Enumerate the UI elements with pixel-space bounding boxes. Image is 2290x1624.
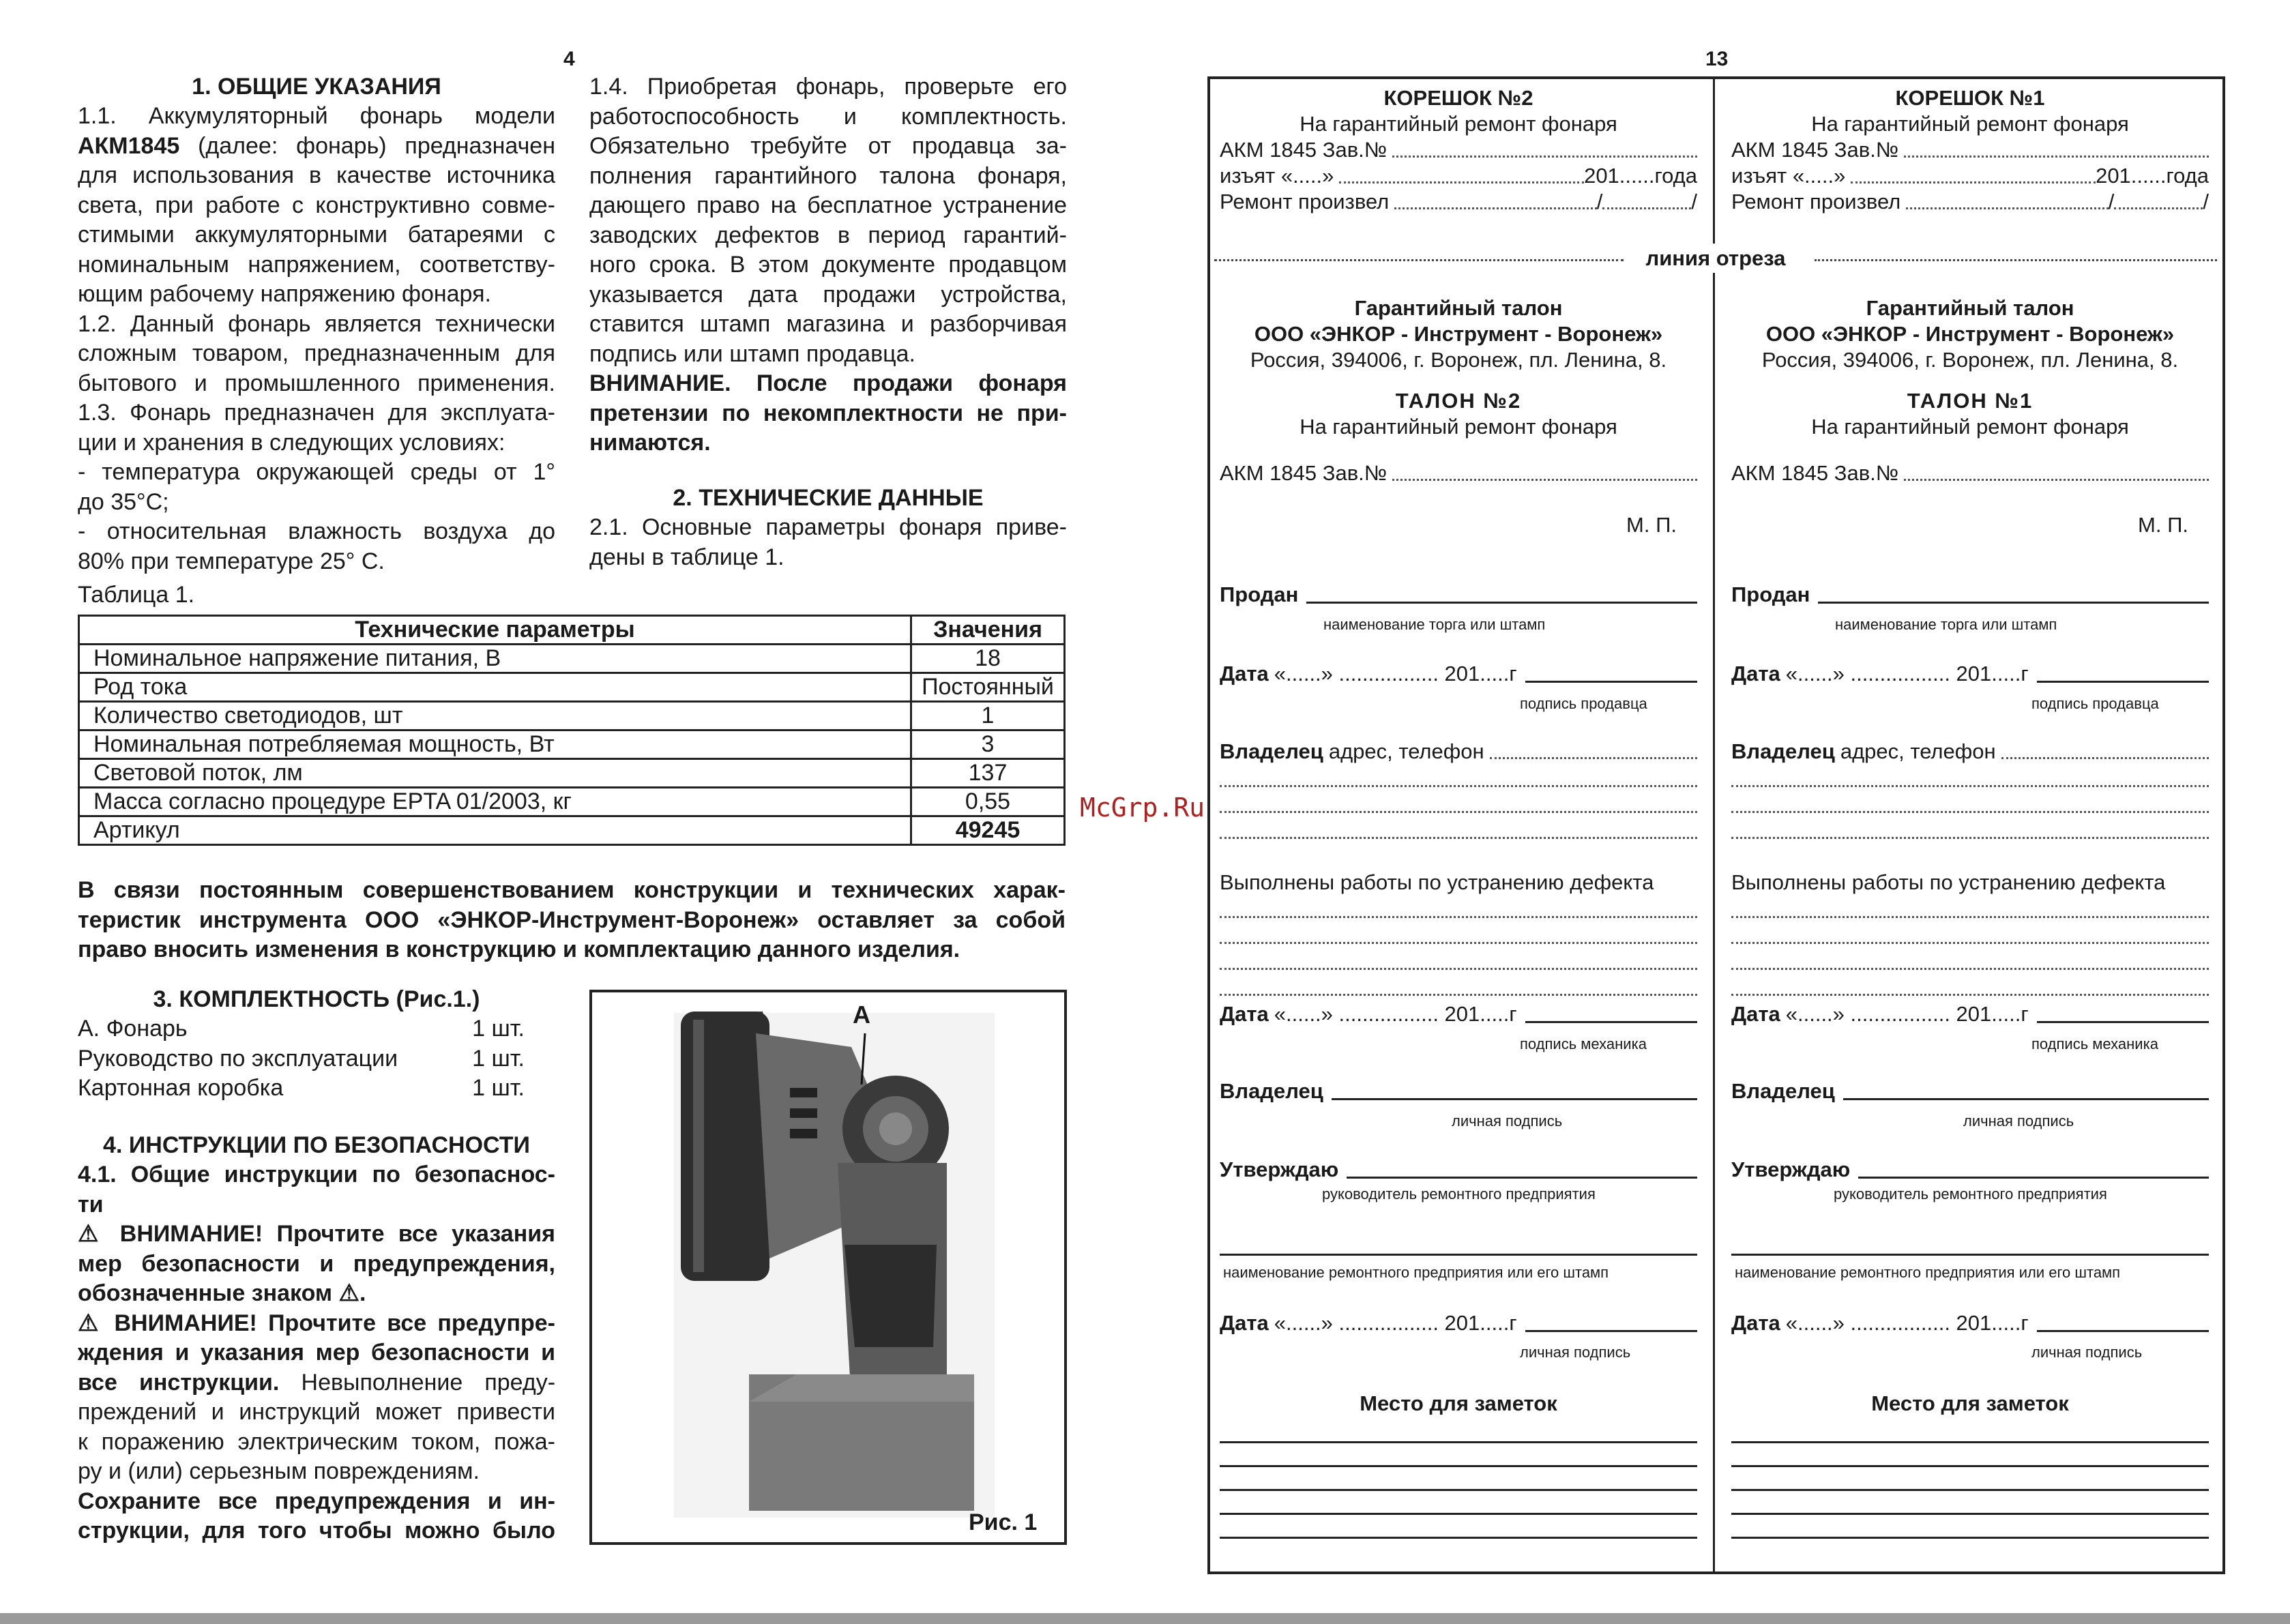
notes-line xyxy=(1731,1537,2209,1539)
coupon-2 xyxy=(1220,295,1697,1564)
warning-line: нимаются. xyxy=(589,430,711,456)
notes-title: Место для заметок xyxy=(1871,1391,2069,1415)
text-line: ного срока. В этом документе продавцом xyxy=(589,252,1067,278)
talon-title: ТАЛОН №2 xyxy=(1395,389,1522,413)
table-cell: Световой поток, лм xyxy=(79,759,911,788)
text-line: указывается дата продажи устройства, xyxy=(589,281,1067,308)
text-line: дены в таблице 1. xyxy=(589,544,784,570)
flashlight-image xyxy=(592,992,1064,1542)
text-line: АКМ1845 (далее: фонарь) предназначен xyxy=(78,132,555,159)
dotted-line xyxy=(1220,785,1697,787)
text-line: ⚠ ВНИМАНИЕ! Прочтите все указания xyxy=(78,1221,555,1247)
dotted-line xyxy=(1220,968,1697,970)
dotted-line xyxy=(1731,994,2209,996)
coupon-1 xyxy=(1731,295,2209,1564)
text-line: 4.1. Общие инструкции по безопаснос- xyxy=(78,1162,555,1187)
sold-line: Продан xyxy=(1220,582,1697,608)
kit-item: Руководство по эксплуатации 1 шт. xyxy=(78,1045,525,1072)
notes-line xyxy=(1220,1441,1697,1443)
section4-title: 4. ИНСТРУКЦИИ ПО БЕЗОПАСНОСТИ xyxy=(103,1132,530,1158)
repair-date-line: Дата «......» ................. 201.....г xyxy=(1731,1001,2209,1027)
dotted-line xyxy=(1220,916,1697,918)
dotted-line xyxy=(1220,811,1697,813)
kit-list xyxy=(78,1014,542,1104)
text-line: до 35°С; xyxy=(78,488,169,515)
table-header-row xyxy=(79,616,1065,645)
notes-line xyxy=(1731,1513,2209,1515)
owner-sign-line: Владелец xyxy=(1220,1078,1697,1104)
stub-title: КОРЕШОК №1 xyxy=(1895,86,2045,110)
notes-line xyxy=(1220,1465,1697,1467)
stub-1 xyxy=(1731,85,2209,215)
text-line: обозначенные знаком ⚠. xyxy=(78,1280,366,1306)
sold-hint: наименование торга или штамп xyxy=(1323,616,1546,633)
text-line: - температура окружающей среды от 1° xyxy=(78,459,555,485)
figure-flashlight xyxy=(589,990,1067,1545)
owner-address-line: Владелец адрес, телефон xyxy=(1220,739,1697,765)
head-hint: руководитель ремонтного предприятия xyxy=(1322,1185,1596,1202)
mechanic-sign-hint: подпись механика xyxy=(2031,1035,2158,1052)
works-label: Выполнены работы по устранению дефекта xyxy=(1731,870,2166,894)
text-line: 1.4. Приобретая фонарь, проверьте его xyxy=(589,74,1067,100)
dotted-line xyxy=(1731,942,2209,944)
text-line: мер безопасности и предупреждения, xyxy=(78,1250,555,1277)
talon-subtitle: На гарантийный ремонт фонаря xyxy=(1300,415,1617,439)
final-date-line: Дата «......» ................. 201.....г xyxy=(1220,1310,1697,1336)
text-line: заводских дефектов в период гарантий- xyxy=(589,222,1067,248)
sale-date-line: Дата «......» ................. 201.....г xyxy=(1731,661,2209,687)
table-row xyxy=(79,645,1065,673)
table-cell: Постоянный xyxy=(911,673,1065,702)
stub-title: КОРЕШОК №2 xyxy=(1383,86,1533,110)
seller-sign-hint: подпись продавца xyxy=(1520,695,1647,712)
mechanic-sign-hint: подпись механика xyxy=(1520,1035,1647,1052)
table-cell: Номинальное напряжение питания, В xyxy=(79,645,911,673)
table-row xyxy=(79,759,1065,788)
text-line: к поражению электрическим током, пожа- xyxy=(78,1428,555,1455)
notice-line: В связи постоянным совершенствованием конструкции и технических харак- xyxy=(78,877,1066,903)
page-number-left: 4 xyxy=(563,48,575,70)
warning-triangle-icon: ⚠ xyxy=(78,1310,104,1336)
table-cell: 3 xyxy=(911,730,1065,759)
section1-title: 1. ОБЩИЕ УКАЗАНИЯ xyxy=(192,74,441,100)
section1-body xyxy=(78,102,555,576)
notes-line xyxy=(1731,1489,2209,1491)
notes-line xyxy=(1731,1441,2209,1443)
dotted-line xyxy=(1731,785,2209,787)
dotted-line xyxy=(1731,837,2209,839)
warning-triangle-icon: ⚠ xyxy=(338,1280,360,1306)
notes-line xyxy=(1220,1513,1697,1515)
talon-subtitle: На гарантийный ремонт фонаря xyxy=(1811,415,2129,439)
table-cell: 0,55 xyxy=(911,788,1065,816)
table-cell: 49245 xyxy=(911,816,1065,845)
approve-line: Утверждаю xyxy=(1220,1157,1697,1183)
spec-table xyxy=(78,615,1066,846)
notice-line: право вносить изменения в конструкцию и комплектацию данного изделия. xyxy=(78,936,960,962)
text-line: дающего право на бесплатное устранение xyxy=(589,192,1067,218)
table-row xyxy=(79,816,1065,845)
section4-body xyxy=(78,1160,555,1546)
text-line: преждений и инструкций может привести xyxy=(78,1399,555,1425)
table-cell: Масса согласно процедуре EPTA 01/2003, кг xyxy=(79,788,911,816)
section2-title: 2. ТЕХНИЧЕСКИЕ ДАННЫЕ xyxy=(673,485,984,511)
company-address: Россия, 394006, г. Воронеж, пл. Ленина, 8. xyxy=(1250,348,1667,372)
sold-line: Продан xyxy=(1731,582,2209,608)
text-line: струкции, для того чтобы можно было xyxy=(78,1518,555,1544)
warning-line: претензии по некомплектности не при- xyxy=(589,400,1067,426)
cut-line-label: линия отреза xyxy=(1645,246,1786,270)
company-name: ООО «ЭНКОР - Инструмент - Воронеж» xyxy=(1765,322,2175,346)
stub-subtitle: На гарантийный ремонт фонаря xyxy=(1811,112,2129,136)
dotted-line xyxy=(1220,942,1697,944)
dotted-line xyxy=(1220,837,1697,839)
table-row xyxy=(79,673,1065,702)
text-line: ции и хранения в следующих условиях: xyxy=(78,429,505,456)
stub-taken-line: изъят «.....» 201......года xyxy=(1731,164,2209,188)
owner-address-line: Владелец адрес, телефон xyxy=(1731,739,2209,765)
notes-line xyxy=(1220,1537,1697,1539)
divider-bottom xyxy=(1713,273,1715,1574)
stub-taken-line: изъят «.....» 201......года xyxy=(1220,164,1697,188)
text-line: для использования в качестве источника xyxy=(78,162,555,188)
table-cell: Номинальная потребляемая мощность, Вт xyxy=(79,730,911,759)
repair-date-line: Дата «......» ................. 201.....г xyxy=(1220,1001,1697,1027)
personal-sign-hint: личная подпись xyxy=(1963,1112,2074,1130)
text-line: - относительная влажность воздуха до xyxy=(78,518,555,544)
dotted-line xyxy=(1731,968,2209,970)
owner-sign-line: Владелец xyxy=(1731,1078,2209,1104)
table-row xyxy=(79,730,1065,759)
stub-model-line: АКМ 1845 Зав.№ xyxy=(1731,137,2209,163)
table-cell: 18 xyxy=(911,645,1065,673)
text-line: ющим рабочему напряжению фонаря. xyxy=(78,281,491,307)
seller-sign-hint: подпись продавца xyxy=(2031,695,2159,712)
sold-hint: наименование торга или штамп xyxy=(1835,616,2057,633)
text-line: 1.3. Фонарь предназначен для эксплуата- xyxy=(78,400,555,426)
sale-date-line: Дата «......» ................. 201.....г xyxy=(1220,661,1697,687)
stub-repair-line: Ремонт произвел / / xyxy=(1731,190,2209,213)
notes-title: Место для заметок xyxy=(1360,1391,1557,1415)
model-name: АКМ1845 xyxy=(78,132,180,159)
table-caption: Таблица 1. xyxy=(78,582,195,608)
text-line: ⚠ ВНИМАНИЕ! Прочтите все предупре- xyxy=(78,1310,556,1336)
approve-line: Утверждаю xyxy=(1731,1157,2209,1183)
company-address: Россия, 394006, г. Воронеж, пл. Ленина, 8. xyxy=(1761,348,2179,372)
table-cell: Род тока xyxy=(79,673,911,702)
final-date-line: Дата «......» ................. 201.....г xyxy=(1731,1310,2209,1336)
table-cell: 1 xyxy=(911,702,1065,730)
dotted-line xyxy=(1731,916,2209,918)
notice-block xyxy=(78,876,1066,965)
enterprise-line xyxy=(1220,1254,1697,1256)
talon-title: ТАЛОН №1 xyxy=(1907,389,2034,413)
company-name: ООО «ЭНКОР - Инструмент - Воронеж» xyxy=(1254,322,1663,346)
table-cell: Количество светодиодов, шт xyxy=(79,702,911,730)
dotted-line xyxy=(1220,994,1697,996)
text-line: 1.2. Данный фонарь является технически xyxy=(78,310,555,337)
text-line: Обязательно требуйте от продавца за- xyxy=(589,133,1067,159)
page-number-right: 13 xyxy=(1705,48,1729,70)
enterprise-hint: наименование ремонтного предприятия или его штамп xyxy=(1223,1264,1609,1281)
text-line: ставится штамп магазина и разборчивая xyxy=(589,311,1067,337)
text-line: подпись или штамп продавца. xyxy=(589,340,915,367)
text-line: 80% при температуре 25° С. xyxy=(78,548,385,574)
text-line: стимыми аккумуляторными батареями с xyxy=(78,222,555,248)
cut-dots-left xyxy=(1214,259,1624,261)
text-line: 2.1. Основные параметры фонаря приве- xyxy=(589,514,1067,540)
text-line: ти xyxy=(78,1191,104,1217)
text-line: работоспособность и комплектность. xyxy=(589,103,1067,130)
section1-col2 xyxy=(589,72,1067,458)
guarantee-title: Гарантийный талон xyxy=(1866,296,2074,320)
notice-line: теристик инструмента ООО «ЭНКОР-Инструмент-Воронеж» оставляет за собой xyxy=(78,906,1066,933)
stub-repair-line: Ремонт произвел / / xyxy=(1220,190,1697,213)
text-line: все инструкции. Невыполнение преду- xyxy=(78,1369,556,1396)
table-header: Технические параметры xyxy=(79,616,911,645)
warning-triangle-icon: ⚠ xyxy=(78,1221,106,1247)
watermark: McGrp.Ru xyxy=(1080,793,1205,823)
text-line: Сохраните все предупреждения и ин- xyxy=(78,1488,555,1514)
stub-subtitle: На гарантийный ремонт фонаря xyxy=(1300,112,1617,136)
personal-sign-hint-2: личная подпись xyxy=(2031,1344,2143,1361)
bottom-scan-edge xyxy=(0,1613,2290,1624)
table-row xyxy=(79,788,1065,816)
works-label: Выполнены работы по устранению дефекта xyxy=(1220,870,1654,894)
head-hint: руководитель ремонтного предприятия xyxy=(1834,1185,2107,1202)
kit-item: Картонная коробка 1 шт. xyxy=(78,1075,525,1101)
notes-line xyxy=(1731,1465,2209,1467)
text-line: света, при работе с конструктивно совме- xyxy=(78,192,555,218)
text-line: сложным товаром, предназначенным для xyxy=(78,340,555,366)
stub-model-line: АКМ 1845 Зав.№ xyxy=(1220,137,1697,163)
table-header: Значения xyxy=(911,616,1065,645)
dotted-line xyxy=(1731,811,2209,813)
divider-top xyxy=(1713,76,1715,243)
text-line: 1.1. Аккумуляторный фонарь модели xyxy=(78,103,555,129)
text-line: ждения и указания мер безопасности и xyxy=(78,1340,555,1365)
figure-label-a: A xyxy=(853,1001,870,1029)
table-cell: 137 xyxy=(911,759,1065,788)
talon-model-line: АКМ 1845 Зав.№ xyxy=(1220,460,1697,486)
enterprise-hint: наименование ремонтного предприятия или его штамп xyxy=(1735,1264,2121,1281)
stamp-place: М. П. xyxy=(2138,513,2188,537)
kit-item: А. Фонарь 1 шт. xyxy=(78,1016,525,1042)
table-cell: Артикул xyxy=(79,816,911,845)
section2-body xyxy=(589,513,1067,572)
personal-sign-hint: личная подпись xyxy=(1452,1112,1563,1130)
text-line: ру и (или) серьезным повреждениям. xyxy=(78,1458,480,1484)
talon-model-line: АКМ 1845 Зав.№ xyxy=(1731,460,2209,486)
enterprise-line xyxy=(1731,1254,2209,1256)
text-line: бытового и промышленного применения. xyxy=(78,370,555,396)
stub-2 xyxy=(1220,85,1697,215)
cut-dots-right xyxy=(1815,259,2217,261)
text-line: полнения гарантийного талона фонаря, xyxy=(589,162,1067,189)
text-line: номинальным напряжением, соответству- xyxy=(78,251,555,278)
warning-line: ВНИМАНИЕ. После продажи фонаря xyxy=(589,370,1067,396)
table-row xyxy=(79,702,1065,730)
figure-caption: Рис. 1 xyxy=(969,1509,1038,1535)
personal-sign-hint-2: личная подпись xyxy=(1520,1344,1631,1361)
notes-line xyxy=(1220,1489,1697,1491)
stamp-place: М. П. xyxy=(1626,513,1677,537)
guarantee-title: Гарантийный талон xyxy=(1354,296,1563,320)
section3-title: 3. КОМПЛЕКТНОСТЬ (Рис.1.) xyxy=(153,986,480,1012)
